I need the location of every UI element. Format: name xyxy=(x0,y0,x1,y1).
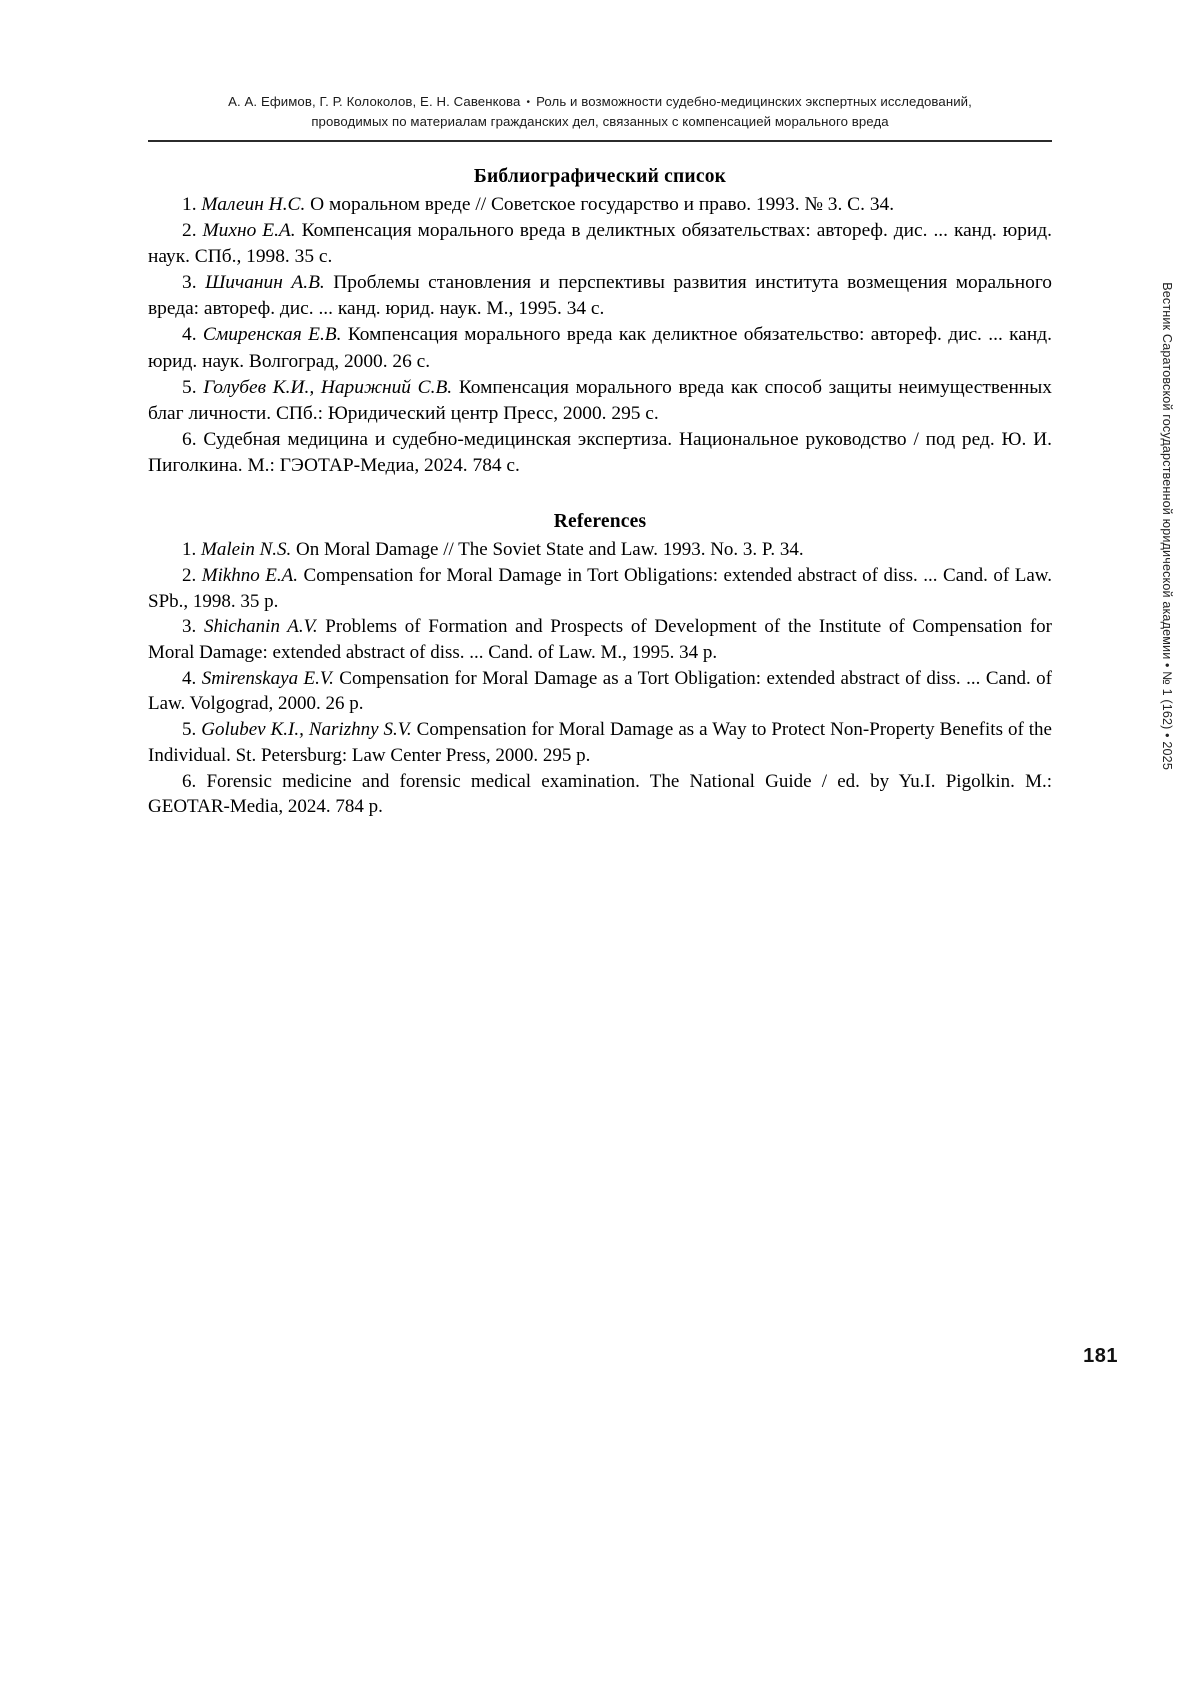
reference-number: 1. xyxy=(182,194,197,215)
reference-item xyxy=(148,218,1052,270)
running-head-authors: А. А. Ефимов, Г. Р. Колоколов, Е. Н. Савенкова xyxy=(228,94,521,109)
reference-text: Проблемы становления и перспективы развития института возмещения морального вреда: автореф. дис. ... канд. юрид. наук. М., 1995. 34 с. xyxy=(148,272,1052,320)
header-rule xyxy=(148,140,1052,142)
reference-text: Compensation for Moral Damage as a Way to Protect Non-Property Benefits of the Individual. St. Petersburg: Law Center Press, 2000. 295 p. xyxy=(148,719,1052,766)
reference-author: Mikhno E.A. xyxy=(201,564,299,586)
reference-item xyxy=(148,563,1052,614)
reference-text: Compensation for Moral Damage in Tort Obligations: extended abstract of diss. ... Cand. of Law. SPb., 1998. 35 p. xyxy=(148,564,1053,612)
reference-author: Шичанин А.В. xyxy=(205,272,325,294)
running-head xyxy=(148,92,1052,133)
reference-item xyxy=(148,322,1052,374)
reference-text: Compensation for Moral Damage as a Tort Obligation: extended abstract of diss. ... Cand. of Law. Volgograd, 2000. 26 p. xyxy=(148,667,1052,715)
reference-text: Компенсация морального вреда в деликтных обязательствах: автореф. дис. ... канд. юрид. наук. СПб., 1998. 35 с. xyxy=(148,220,1053,268)
reference-item xyxy=(148,717,1052,768)
page-number: 181 xyxy=(1083,1345,1118,1367)
reference-number: 1. xyxy=(182,539,197,561)
reference-author: Golubev K.I., Narizhny S.V. xyxy=(201,719,412,741)
reference-author: Смиренская Е.В. xyxy=(202,324,342,346)
reference-item xyxy=(148,375,1052,427)
reference-text: Компенсация морального вреда как деликтное обязательство: автореф. дис. ... канд. юрид. наук. Волгоград, 2000. 26 с. xyxy=(148,324,1052,372)
reference-text: On Moral Damage // The Soviet State and Law. 1993. No. 3. P. 34. xyxy=(291,539,804,561)
reference-author: Михно Е.А. xyxy=(202,220,296,242)
reference-item xyxy=(148,270,1052,322)
reference-item xyxy=(148,614,1052,665)
reference-item xyxy=(148,192,1052,218)
reference-item xyxy=(148,666,1052,717)
reference-number: 3. xyxy=(182,616,197,638)
reference-text: Компенсация морального вреда как способ защиты неимущественных благ личности. СПб.: Юридический центр Пресс, 2000. 295 с. xyxy=(148,376,1052,424)
reference-text: Problems of Formation and Prospects of Development of the Institute of Compensation for Moral Damage: extended abstract of diss. ... Cand. of Law. M., 1995. 34 p. xyxy=(148,616,1052,663)
reference-number: 3. xyxy=(182,272,197,294)
reference-author: Малеин Н.С. xyxy=(201,194,306,215)
running-head-title-line1: Роль и возможности судебно-медицинских экспертных исследований, xyxy=(536,94,972,109)
reference-text: Судебная медицина и судебно-медицинская экспертиза. Национальное руководство / под ред. Ю. И. Пиголкина. М.: ГЭОТАР-Медиа, 2024. 784 с. xyxy=(148,428,1052,476)
running-head-title-line2: проводимых по материалам гражданских дел, связанных с компенсацией морального вреда xyxy=(311,114,889,130)
reference-number: 2. xyxy=(182,564,197,586)
reference-text: О моральном вреде // Советское государство и право. 1993. № 3. С. 34. xyxy=(305,194,895,215)
reference-author: Smirenskaya E.V. xyxy=(201,667,334,689)
reference-author: Malein N.S. xyxy=(201,539,292,561)
reference-item xyxy=(148,427,1052,479)
reference-author: Shichanin A.V. xyxy=(203,616,318,638)
page-content xyxy=(148,166,1052,820)
reference-item xyxy=(148,537,1052,563)
reference-item xyxy=(148,769,1052,820)
reference-text: Forensic medicine and forensic medical examination. The National Guide / ed. by Yu.I. Pigolkin. M.: GEOTAR-Media, 2024. 784 p. xyxy=(148,770,1053,818)
reference-number: 4. xyxy=(182,667,197,689)
reference-author: Голубев К.И., Нарижний С.В. xyxy=(203,376,453,398)
reference-number: 2. xyxy=(182,220,197,242)
running-head-bullet: • xyxy=(526,96,531,108)
reference-number: 6. xyxy=(182,428,197,450)
journal-side-note: Вестник Саратовской государственной юридической академии • № 1 (162) • 2025 xyxy=(1160,282,1174,770)
reference-number: 5. xyxy=(182,376,197,398)
reference-number: 4. xyxy=(182,324,197,346)
reference-number: 5. xyxy=(182,719,197,741)
section-title-bibliography: Библиографический список xyxy=(473,166,727,187)
section-title-references: References xyxy=(553,511,647,533)
reference-number: 6. xyxy=(182,770,197,792)
